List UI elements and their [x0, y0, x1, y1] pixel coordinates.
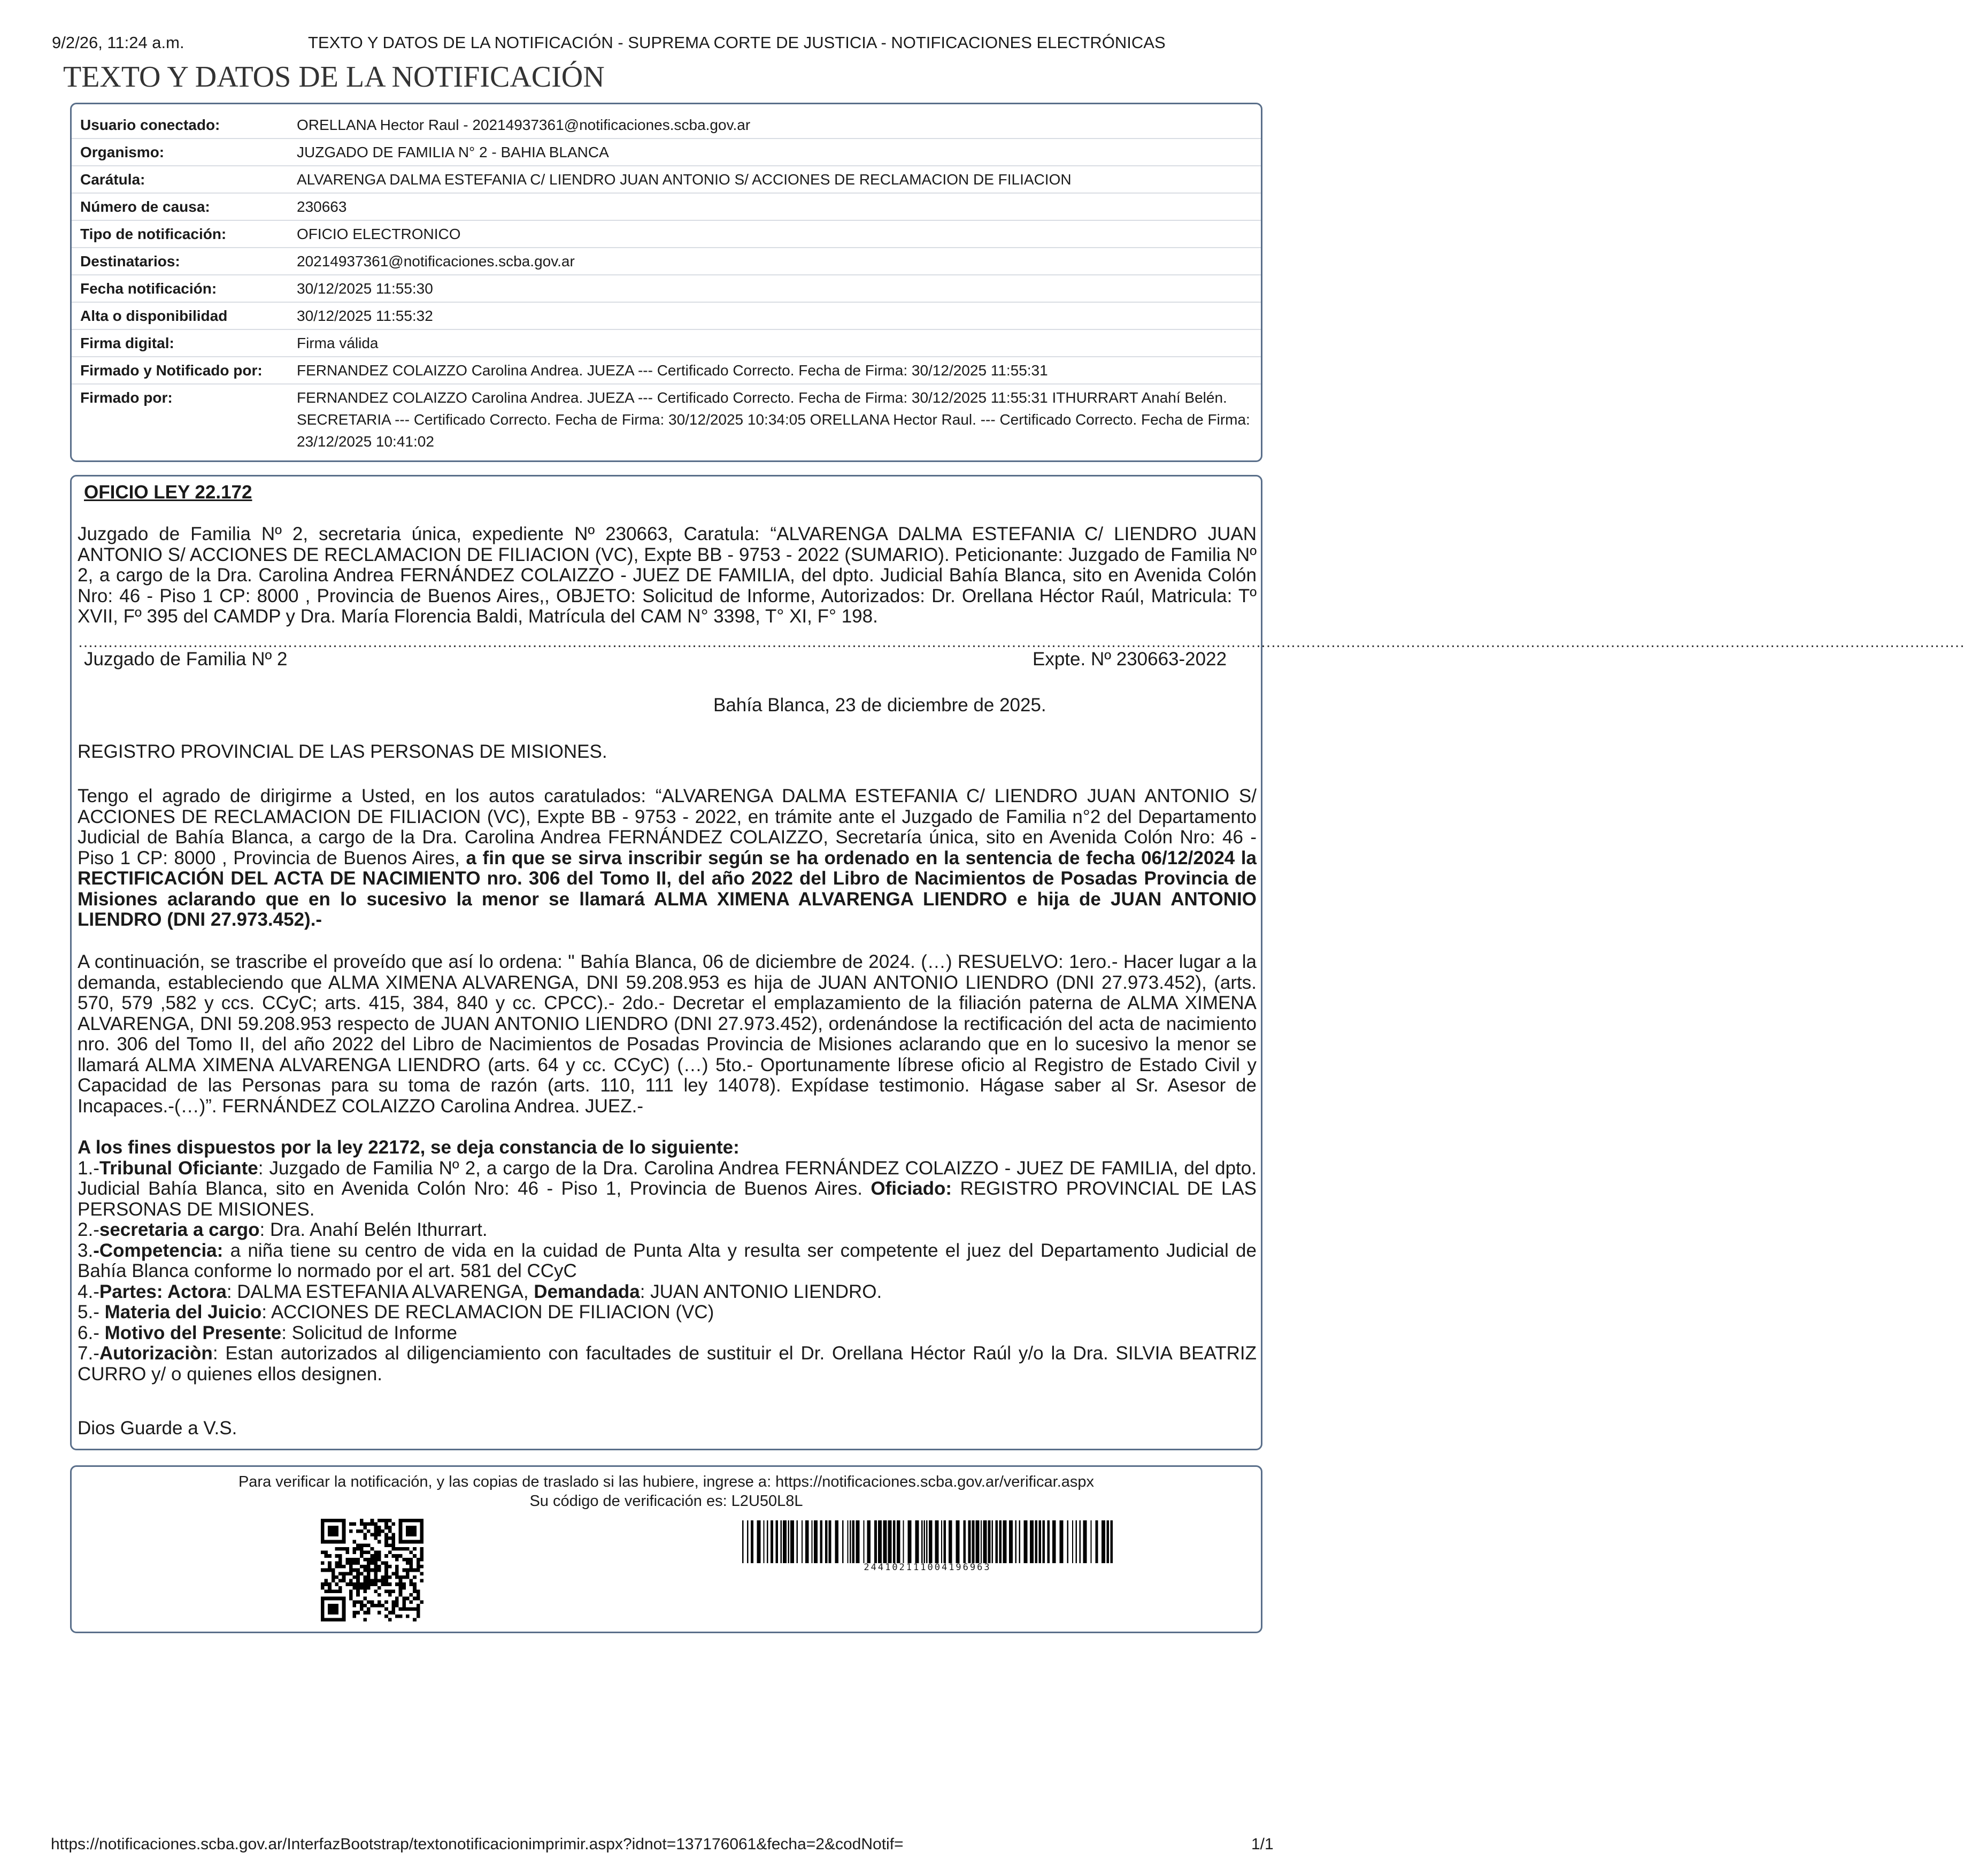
constancia-item-5: 5.- Materia del Juicio: ACCIONES DE RECLAMACION DE FILIACION (VC)	[78, 1302, 714, 1323]
info-label: Firmado y Notificado por:	[72, 357, 297, 384]
page-title: TEXTO Y DATOS DE LA NOTIFICACIÓN	[63, 60, 605, 94]
info-value: 20214937361@notificaciones.scba.gov.ar	[297, 248, 1261, 275]
info-value: Firma válida	[297, 329, 1261, 357]
print-datetime: 9/2/26, 11:24 a.m.	[52, 33, 184, 52]
closing: Dios Guarde a V.S.	[78, 1418, 237, 1439]
info-value: 30/12/2025 11:55:32	[297, 302, 1261, 329]
info-label: Firma digital:	[72, 329, 297, 357]
info-row	[72, 193, 1261, 220]
info-label: Número de causa:	[72, 193, 297, 220]
info-row	[72, 248, 1261, 275]
info-value: 30/12/2025 11:55:30	[297, 275, 1261, 302]
info-row	[72, 329, 1261, 357]
info-row	[72, 166, 1261, 193]
expte-number: Expte. Nº 230663-2022	[1033, 649, 1227, 670]
page-number: 1/1	[1251, 1835, 1274, 1853]
oficio-paragraph-1: Tengo el agrado de dirigirme a Usted, en los autos caratulados: “ALVARENGA DALMA ESTEFANIA C/ LIENDRO JUAN ANTONIO S/ ACCIONES DE RECLAMACION DE FILIACION (VC), Expte BB - 9753 - 2022, en trámite ante el Juzgado de Familia n°2 del Departamento Judicial de Bahía Blanca, a cargo de la Dra. Carolina Andrea FERNÁNDEZ COLAIZZO, Secretaría única, sito en Avenida Colón Nro: 46 - Piso 1 CP: 8000 , Provincia de Buenos Aires, a fin que se sirva inscribir según se ha ordenado en la sentencia de fecha 06/12/2024 la RECTIFICACIÓN DEL ACTA DE NACIMIENTO nro. 306 del Tomo II, del año 2022 del Libro de Nacimientos de Posadas Provincia de Misiones aclarando que en lo sucesivo la menor se llamará ALMA XIMENA ALVARENGA LIENDRO e hija de JUAN ANTONIO LIENDRO (DNI 27.973.452).-	[78, 786, 1257, 930]
barcode-number: 244102111004196963	[864, 1562, 991, 1573]
constancia-item-1: 1.-Tribunal Oficiante: Juzgado de Familia Nº 2, a cargo de la Dra. Carolina Andrea FERNÁNDEZ COLAIZZO - JUEZ DE FAMILIA, del dpto. Judicial Bahía Blanca, sito en Avenida Colón Nro: 46 - Piso 1, Provincia de Buenos Aires. Oficiado: REGISTRO PROVINCIAL DE LAS PERSONAS DE MISIONES.	[78, 1157, 1257, 1220]
notification-info-table	[72, 112, 1261, 455]
oficio-intro: Juzgado de Familia Nº 2, secretaria única, expediente Nº 230663, Caratula: “ALVARENGA DALMA ESTEFANIA C/ LIENDRO JUAN ANTONIO S/ ACCIONES DE RECLAMACION DE FILIACION (VC), Expte BB - 9753 - 2022 (SUMARIO). Peticionante: Juzgado de Familia Nº 2, a cargo de la Dra. Carolina Andrea FERNÁNDEZ COLAIZZO - JUEZ DE FAMILIA, del dpto. Judicial Bahía Blanca, sito en Avenida Colón Nro: 46 - Piso 1 CP: 8000 , Provincia de Buenos Aires,, OBJETO: Solicitud de Informe, Autorizados: Dr. Orellana Héctor Raúl, Matricula: Tº XVII, Fº 395 del CAMDP y Dra. María Florencia Baldi, Matrícula del CAM N° 3398, T° XI, F° 198.	[78, 524, 1257, 627]
info-label: Organismo:	[72, 139, 297, 166]
info-row	[72, 302, 1261, 329]
footer-url: https://notificaciones.scba.gov.ar/InterfazBootstrap/textonotificacionimprimir.aspx?idnot=137176061&fecha=2&codNotif=	[51, 1835, 904, 1853]
notification-info-panel	[70, 103, 1262, 462]
info-label: Firmado por:	[80, 389, 173, 406]
constancia-item-3: 3.-Competencia: a niña tiene su centro de vida en la cuidad de Punta Alta y resulta ser competente el juez del Departamento Judicial de Bahía Blanca conforme lo normado por el art. 581 del CCyC	[78, 1240, 1257, 1281]
dotted-separator: ………………………………………………………………………………………………………………………………………………………………………………………………………………………………………………………………………………………………………………………………………………	[78, 633, 1964, 651]
info-label: Usuario conectado:	[72, 112, 297, 139]
constancia-heading: A los fines dispuestos por la ley 22172, se deja constancia de lo siguiente:	[78, 1137, 740, 1158]
qr-code	[321, 1519, 423, 1621]
info-row	[72, 384, 1261, 455]
verification-instructions: Para verificar la notificación, y las copias de traslado si las hubiere, ingrese a: https://notificaciones.scba.gov.ar/verificar.aspx	[238, 1473, 1095, 1490]
info-row	[72, 112, 1261, 139]
constancia-item-2: 2.-secretaria a cargo: Dra. Anahí Belén Ithurrart.	[78, 1219, 488, 1240]
info-row	[72, 275, 1261, 302]
info-label: Tipo de notificación:	[72, 220, 297, 248]
constancia-item-7: 7.-Autorizaciòn: Estan autorizados al diligenciamiento con facultades de sustituir el Dr. Orellana Héctor Raúl y/o la Dra. SILVIA BEATRIZ CURRO y/ o quienes ellos designen.	[78, 1343, 1257, 1385]
info-label: Destinatarios:	[72, 248, 297, 275]
info-label: Carátula:	[72, 166, 297, 193]
info-label: Alta o disponibilidad	[72, 302, 297, 329]
recipient: REGISTRO PROVINCIAL DE LAS PERSONAS DE MISIONES.	[78, 741, 607, 762]
constancia-section	[78, 1137, 1257, 1385]
info-value: FERNANDEZ COLAIZZO Carolina Andrea. JUEZA --- Certificado Correcto. Fecha de Firma: 30/12/2025 11:55:31	[297, 357, 1261, 384]
barcode	[742, 1520, 1113, 1563]
info-value: ORELLANA Hector Raul - 20214937361@notificaciones.scba.gov.ar	[297, 112, 1261, 139]
verification-code: Su código de verificación es: L2U50L8L	[529, 1493, 803, 1510]
info-row	[72, 220, 1261, 248]
constancia-item-4: 4.-Partes: Actora: DALMA ESTEFANIA ALVARENGA, Demandada: JUAN ANTONIO LIENDRO.	[78, 1281, 882, 1302]
place-date: Bahía Blanca, 23 de diciembre de 2025.	[713, 695, 1046, 716]
info-value: OFICIO ELECTRONICO	[297, 220, 1261, 248]
info-row	[72, 139, 1261, 166]
info-value: FERNANDEZ COLAIZZO Carolina Andrea. JUEZA --- Certificado Correcto. Fecha de Firma: 30/12/2025 11:55:31 ITHURRART Anahí Belén. SECRETARIA --- Certificado Correcto. Fecha de Firma: 30/12/2025 10:34:05 ORELLANA Hector Raul. --- Certificado Correcto. Fecha de Firma: 23/12/2025 10:41:02	[297, 389, 1250, 450]
info-row	[72, 357, 1261, 384]
oficio-paragraph-2: A continuación, se trascribe el proveído que así lo ordena: " Bahía Blanca, 06 de diciembre de 2024. (…) RESUELVO: 1ero.- Hacer lugar a la demanda, estableciendo que ALMA XIMENA ALVARENGA, DNI 59.208.953 es hija de JUAN ANTONIO LIENDRO (DNI 27.973.452), (arts. 570, 579 ,582 y ccs. CCyC; arts. 415, 384, 840 y cc. CPCC).- 2do.- Decretar el emplazamiento de la filiación paterna de ALMA XIMENA ALVARENGA, DNI 59.208.953 respecto de JUAN ANTONIO LIENDRO (DNI 27.973.452), ordenándose la rectificación del acta de nacimiento nro. 306 del Tomo II, del año 2022 del Libro de Nacimientos de Posadas Provincia de Misiones aclarando que en lo sucesivo la menor se llamará ALMA XIMENA ALVARENGA LIENDRO (arts. 64 y cc. CCyC) (…) 5to.- Oportunamente líbrese oficio al Registro de Estado Civil y Capacidad de las Personas para su toma de razón (arts. 110, 111 ley 14078). Expídase testimonio. Hágase saber al Sr. Asesor de Incapaces.-(…)”. FERNÁNDEZ COLAIZZO Carolina Andrea. JUEZ.-	[78, 951, 1257, 1117]
print-header-title: TEXTO Y DATOS DE LA NOTIFICACIÓN - SUPREMA CORTE DE JUSTICIA - NOTIFICACIONES ELECTRÓNICAS	[308, 33, 1166, 52]
info-value: 230663	[297, 193, 1261, 220]
oficio-heading: OFICIO LEY 22.172	[84, 482, 252, 503]
info-label: Fecha notificación:	[72, 275, 297, 302]
court-name: Juzgado de Familia Nº 2	[84, 649, 288, 670]
info-value: ALVARENGA DALMA ESTEFANIA C/ LIENDRO JUAN ANTONIO S/ ACCIONES DE RECLAMACION DE FILIACION	[297, 166, 1261, 193]
constancia-item-6: 6.- Motivo del Presente: Solicitud de Informe	[78, 1322, 457, 1343]
info-value: JUZGADO DE FAMILIA N° 2 - BAHIA BLANCA	[297, 139, 1261, 166]
